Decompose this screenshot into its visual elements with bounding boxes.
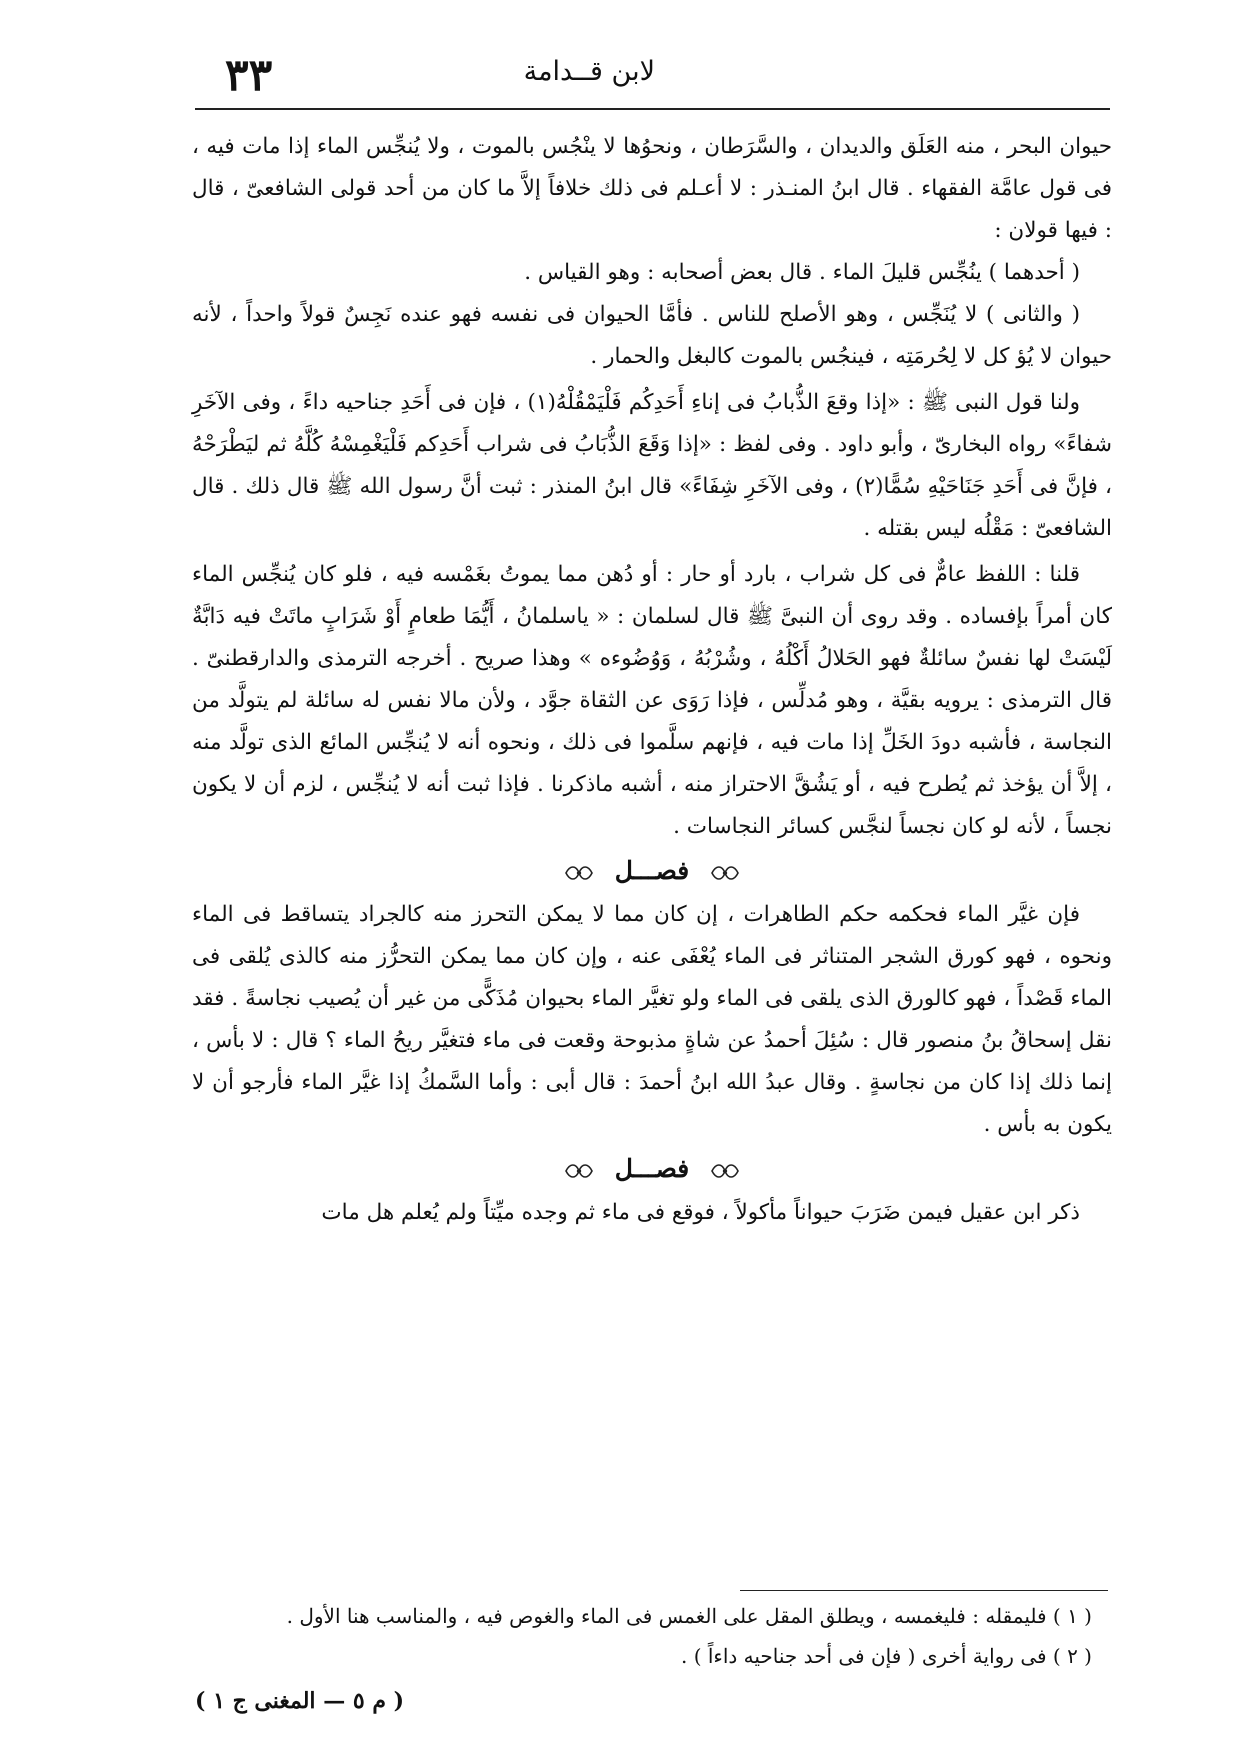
paragraph: ذكر ابن عقيل فيمن ضَرَبَ حيواناً مأكولاً ، فوقع فى ماء ثم وجده ميِّتاً ولم يُعلم هل مات xyxy=(321,1200,1080,1225)
paragraph: ولنا قول النبى ﷺ : «إذا وقعَ الذُّبابُ فى إناءِ أَحَدِكُم فَلْيَمْقُلْهُ(١) ، فإن فى أَحَدِ جناحيه داءً ، وفى الآخَرِ شفاءً» رواه البخارىّ ، وأبو داود . وفى لفظ : «إذا وَقَعَ الذُّبَابُ فى شراب أَحَدِكم فَلْيَغْمِسْهُ كُلَّهُ ثم ليَطْرَحْهُ ، فإنَّ فى أَحَدِ جَنَاحَيْهِ سُمًّا(٢) ، وفى الآخَرِ شِفَاءً» قال ابنُ المنذر : ثبت أنَّ رسول الله ﷺ قال ذلك . قال الشافعىّ : مَقْلُه ليس بقتله . xyxy=(192,390,1112,541)
section-heading-label: فصـــل xyxy=(614,1154,690,1183)
footnote: ( ٢ ) فى رواية أخرى ( فإن فى أحد جناحيه داءاً ) . xyxy=(680,1644,1092,1668)
arabesque-ornament-icon xyxy=(710,863,740,883)
header-title: لابن قــدامة xyxy=(523,56,655,87)
main-text xyxy=(192,126,1112,1234)
paragraph: ( أحدهما ) ينُجِّس قليلَ الماء . قال بعض أصحابه : وهو القياس . xyxy=(524,260,1080,285)
paragraph: ( والثانى ) لا يُنَجِّس ، وهو الأصلح للناس . فأمَّا الحيوان فى نفسه فهو عنده نَجِسٌ قولاً واحداً ، لأنه حيوان لا يُؤ كل لا لِحُرمَتِه ، فينجُس بالموت كالبغل والحمار . xyxy=(192,302,1112,369)
section-heading xyxy=(192,1146,1112,1192)
section-heading-label: فصـــل xyxy=(614,856,690,885)
arabesque-ornament-icon xyxy=(564,863,594,883)
header-rule xyxy=(195,108,1110,110)
paragraph: قلنا : اللفظ عامٌّ فى كل شراب ، بارد أو حار : أو دُهن مما يموتُ بغَمْسه فيه ، فلو كان يُنجِّس الماء كان أمراً بإفساده . وقد روى أن النبىَّ ﷺ قال لسلمان : « ياسلمانُ ، أَيُّمَا طعامٍ أَوْ شَرَابٍ ماتَتْ فيه دَابَّةٌ لَيْسَتْ لها نفسٌ سائلةٌ فهو الحَلالُ أَكْلُهُ ، وشُرْبُهُ ، وَوُضُوءه » وهذا صريح . أخرجه الترمذى والدارقطنىّ . قال الترمذى : يرويه بقيَّة ، وهو مُدلِّس ، فإذا رَوَى عن الثقاة جوَّد ، ولأن مالا نفس له سائلة لم يتولَّد من النجاسة ، فأشبه دودَ الخَلِّ إذا مات فيه ، فإنهم سلَّموا فى ذلك ، ونحوه أنه لا يُنجِّس المائع الذى تولَّد منه ، إلاَّ أن يؤخذ ثم يُطرح فيه ، أو يَشُقَّ الاحتراز منه ، أشبه ماذكرنا . فإذا ثبت أنه لا يُنجِّس ، لزم أن لا يكون نجساً ، لأنه لو كان نجساً لنجَّس كسائر النجاسات . xyxy=(192,562,1112,839)
footnotes xyxy=(192,1596,1092,1676)
arabesque-ornament-icon xyxy=(710,1161,740,1181)
arabesque-ornament-icon xyxy=(564,1161,594,1181)
printer-signature: ( م ٥ — المغنى ج ١ ) xyxy=(195,1688,405,1714)
footnote: ( ١ ) فليمقله : فليغمسه ، ويطلق المقل على الغمس فى الماء والغوص فيه ، والمناسب هنا الأول . xyxy=(286,1604,1092,1628)
paragraph: فإن غيَّر الماء فحكمه حكم الطاهرات ، إن كان مما لا يمكن التحرز منه كالجراد يتساقط فى الماء ونحوه ، فهو كورق الشجر المتناثر فى الماء يُعْفَى عنه ، وإن كان مما يمكن التحرُّز منه كالذى يُلقى فى الماء قَصْداً ، فهو كالورق الذى يلقى فى الماء ولو تغيَّر الماء بحيوان مُذَكًّى من غير أن يُصيب نجاسةً . فقد نقل إسحاقُ بنُ منصور قال : سُئِلَ أحمدُ عن شاةٍ مذبوحة وقعت فى ماء فتغيَّر ريحُ الماء ؟ قال : لا بأس ، إنما ذلك إذا كان من نجاسةٍ . وقال عبدُ الله ابنُ أحمدَ : قال أبى : وأما السَّمكُ إذا غيَّر الماء فأرجو أن لا يكون به بأس . xyxy=(192,902,1112,1137)
running-header xyxy=(195,52,1110,104)
section-heading xyxy=(192,848,1112,894)
paragraph: حيوان البحر ، منه العَلَق والديدان ، والسَّرَطان ، ونحوُها لا ينْجُس بالموت ، ولا يُنجِّس الماء إذا مات فيه ، فى قول عامَّة الفقهاء . قال ابنُ المنـذر : لا أعـلم فى ذلك خلافاً إلاَّ ما كان من أحد قولى الشافعىّ ، قال : فيها قولان : xyxy=(192,134,1112,243)
page-number: ٣٣ xyxy=(225,50,273,101)
footnote-rule xyxy=(740,1590,1108,1591)
